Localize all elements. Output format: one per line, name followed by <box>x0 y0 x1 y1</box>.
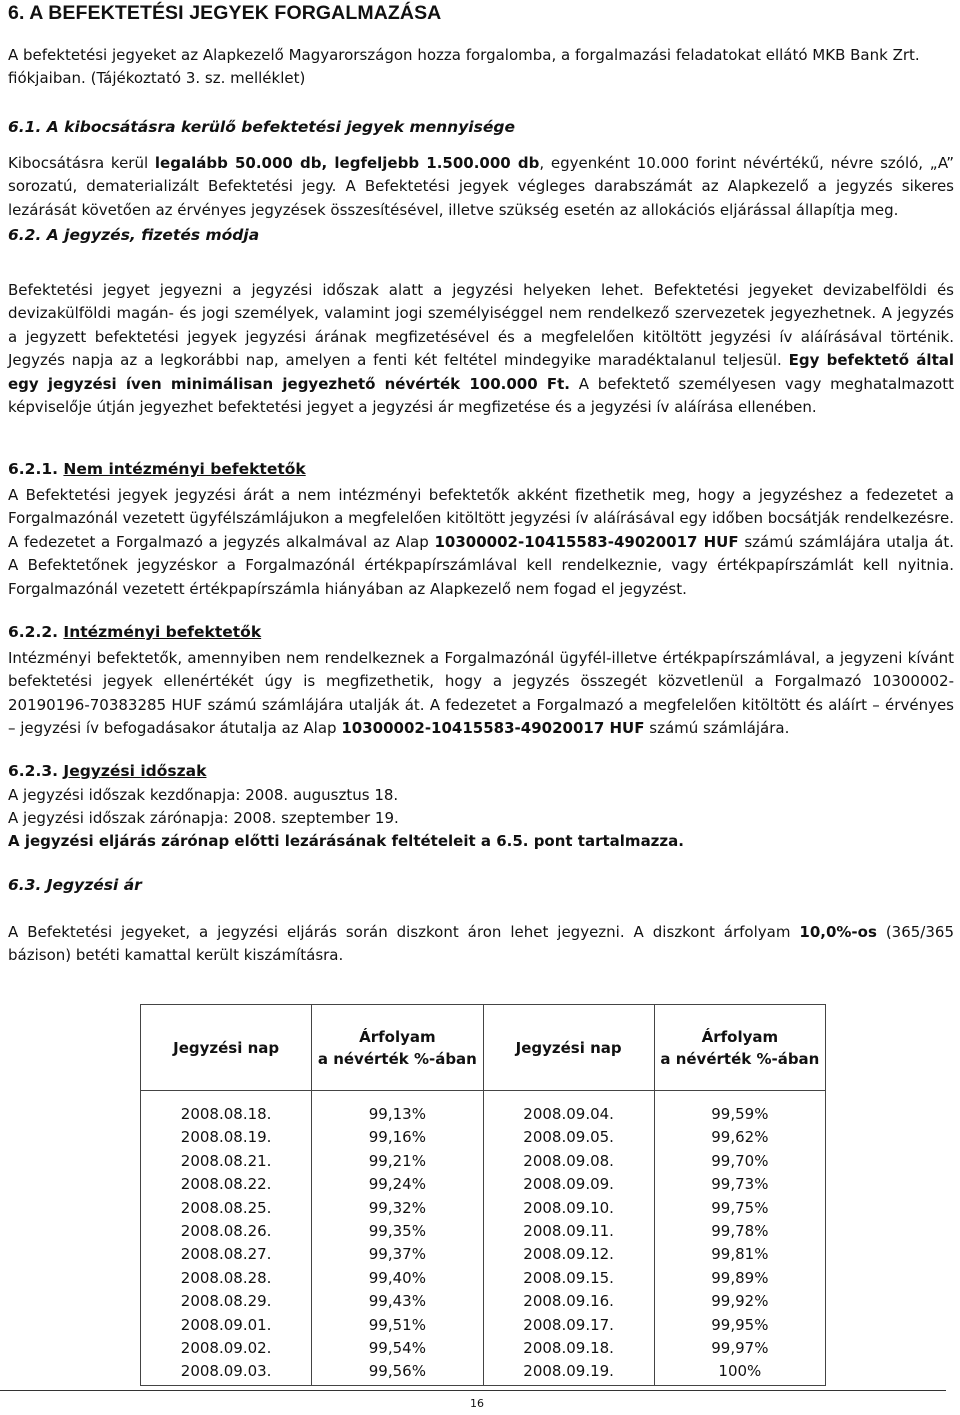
s61-bold-quantity: legalább 50.000 db, legfeljebb 1.500.000 db <box>154 154 540 172</box>
table-date-right: 2008.09.15. <box>523 1268 614 1287</box>
left-rates-cell <box>312 1091 483 1386</box>
header-rate-left <box>312 1005 483 1091</box>
header-rate-left-line1: Árfolyam <box>359 1027 436 1046</box>
s623-number: 6.2.3. <box>8 762 64 780</box>
table-rate-right: 99,89% <box>711 1268 769 1287</box>
table-rate-left: 99,54% <box>368 1339 426 1358</box>
s62-bold-minimum: Egy befektető által egy jegyzési íven minimálisan jegyezhető névérték 100.000 Ft. <box>8 351 955 393</box>
table-date-left: 2008.08.21. <box>180 1151 272 1170</box>
s622-title: Intézményi befektetők <box>63 623 262 641</box>
subscription-start-date: A jegyzési időszak kezdőnapja: 2008. augusztus 18. <box>8 786 399 804</box>
table-date-left: 2008.08.29. <box>180 1292 272 1311</box>
right-dates-cell <box>483 1091 654 1386</box>
s622-text-2: számú számlájára. <box>644 719 790 738</box>
table-rate-right: 99,92% <box>711 1292 769 1311</box>
section-6-1-heading: 6.1. A kibocsátásra kerülő befektetési jegyek mennyisége <box>8 118 515 136</box>
left-dates-cell <box>141 1091 312 1386</box>
s61-text-1: Kibocsátásra kerül <box>8 154 155 172</box>
s61-text-2: , egyenként 10.000 forint névértékű, névre szóló, „A” sorozatú, dematerializált Befektetési jegy. A Befektetési jegyek végleges darabszámát az Alapkezelő a jegyzés sikeres lezárását követően az érvényes jegyzések összesítésével, illetve szükség esetén az allokációs eljárással állapítja meg. <box>8 154 955 219</box>
table-rate-left: 99,40% <box>368 1268 426 1287</box>
table-date-right: 2008.09.08. <box>523 1151 614 1170</box>
section-6-3-paragraph <box>8 921 954 968</box>
page-title: 6. A BEFEKTETÉSI JEGYEK FORGALMAZÁSA <box>8 2 442 24</box>
section-6-2-1-heading <box>8 460 306 478</box>
table-rate-right: 99,59% <box>711 1105 769 1123</box>
s621-account-number: 10300002-10415583-49020017 HUF <box>434 532 739 551</box>
s622-number: 6.2.2. <box>8 623 64 641</box>
s62-text-2: A befektető személyesen vagy meghatalmazott képviselője útján jegyezhet befektetési jegyet a jegyzési ár megfizetése és a jegyzési ív aláírása ellenében. <box>8 374 954 417</box>
section-6-2-3-heading <box>8 762 206 780</box>
s621-text-2: számú számlájára utalja át. A Befektetőnek jegyzéskor a Forgalmazónál értékpapírszámlával kell rendelkeznie, vagy értékpapírszámlát kell nyitnia. Forgalmazónál vezetett értékpapírszámla hiányában az Alapkezelő nem fogad el jegyzést. <box>8 532 955 598</box>
table-date-left: 2008.08.25. <box>180 1198 272 1217</box>
table-rate-right: 99,97% <box>711 1339 769 1358</box>
table-date-left: 2008.09.03. <box>180 1362 272 1381</box>
table-rate-left: 99,56% <box>368 1362 426 1381</box>
early-close-note: A jegyzési eljárás zárónap előtti lezárásának feltételeit a 6.5. pont tartalmazza. <box>8 832 684 850</box>
table-rate-left: 99,21% <box>368 1151 426 1170</box>
section-6-2-heading: 6.2. A jegyzés, fizetés módja <box>8 226 260 244</box>
section-6-1-paragraph <box>8 152 954 222</box>
table-date-right: 2008.09.11. <box>523 1222 614 1241</box>
table-date-left: 2008.09.02. <box>180 1339 272 1358</box>
table-date-left: 2008.08.27. <box>180 1245 272 1264</box>
section-6-3-heading: 6.3. Jegyzési ár <box>8 876 142 894</box>
s623-title: Jegyzési időszak <box>63 762 207 780</box>
s622-text-1: Intézményi befektetők, amennyiben nem rendelkeznek a Forgalmazónál ügyfél-illetve értékpapírszámlával, a jegyzeni kívánt befektetési jegyek ellenértékét úgy is megfizethetik, hogy a jegyzés összegét közvetlenül a Forgalmazó 10300002-20190196-70383285 HUF számú számlájára utalják át. A fedezetet a Forgalmazó a megfelelően kitöltött és aláírt – érvényes – jegyzési ív befogadásakor átutalja az Alap <box>8 649 954 738</box>
table-rate-left: 99,16% <box>368 1128 426 1147</box>
header-date-left: Jegyzési nap <box>141 1005 312 1091</box>
section-6-2-paragraph <box>8 279 954 419</box>
table-rate-right: 99,62% <box>711 1128 769 1147</box>
intro-line-1: A befektetési jegyeket az Alapkezelő Magyarországon hozza forgalomba, a forgalmazási feladatokat ellátó MKB Bank Zrt. <box>8 46 920 64</box>
table-date-left: 2008.09.01. <box>180 1315 272 1334</box>
section-6-2-2-paragraph <box>8 647 954 741</box>
table-date-right: 2008.09.12. <box>523 1245 614 1264</box>
table-date-left: 2008.08.28. <box>180 1268 272 1287</box>
header-rate-right-line1: Árfolyam <box>701 1027 779 1046</box>
s622-account-number: 10300002-10415583-49020017 HUF <box>341 719 645 738</box>
table-date-right: 2008.09.05. <box>523 1128 614 1147</box>
table-date-right: 2008.09.19. <box>523 1362 614 1381</box>
table-date-right: 2008.09.16. <box>523 1292 614 1311</box>
table-rate-right: 100% <box>718 1362 762 1381</box>
s621-text-1: A Befektetési jegyek jegyzési árát a nem intézményi befektetők akként fizethetik meg, hogy a jegyzéshez a fedezetet a Forgalmazónál vezetett ügyfélszámlájukon a megfelelően kitöltött jegyzési ív aláírásával egy időben bocsátják rendelkezésre. A fedezetet a Forgalmazó a jegyzés alkalmával az Alap <box>8 486 954 551</box>
table-date-right: 2008.09.10. <box>523 1198 614 1217</box>
page-footer <box>0 1390 946 1410</box>
table-rate-left: 99,13% <box>368 1105 426 1123</box>
table-row <box>141 1091 826 1386</box>
table-rate-left: 99,35% <box>368 1222 426 1241</box>
table-date-right: 2008.09.17. <box>523 1315 614 1334</box>
table-rate-right: 99,95% <box>711 1315 769 1334</box>
table-rate-right: 99,70% <box>711 1151 769 1170</box>
s63-discount-rate: 10,0%-os <box>799 923 877 941</box>
price-table <box>140 1004 826 1382</box>
table-date-left: 2008.08.19. <box>180 1128 272 1147</box>
header-rate-right-line2: a névérték %-ában <box>660 1049 820 1068</box>
table-date-left: 2008.08.22. <box>180 1175 272 1194</box>
right-rates-cell <box>654 1091 825 1386</box>
table-date-left: 2008.08.18. <box>180 1105 272 1123</box>
subscription-end-date: A jegyzési időszak zárónapja: 2008. szeptember 19. <box>8 809 399 827</box>
s63-text-2: (365/365 bázison) betéti kamattal került kiszámításra. <box>8 923 954 965</box>
table-date-left: 2008.08.26. <box>180 1222 272 1241</box>
table-date-right: 2008.09.18. <box>523 1339 614 1358</box>
table-rate-right: 99,75% <box>711 1198 769 1217</box>
intro-paragraph <box>8 44 954 91</box>
table-rate-right: 99,81% <box>711 1245 769 1264</box>
table-rate-right: 99,73% <box>711 1175 769 1194</box>
s621-title: Nem intézményi befektetők <box>63 460 306 478</box>
header-date-right: Jegyzési nap <box>483 1005 654 1091</box>
table-rate-left: 99,37% <box>368 1245 426 1264</box>
s62-text-1: Befektetési jegyet jegyezni a jegyzési időszak alatt a jegyzési helyeken lehet. Befektetési jegyeket devizabelföldi és devizakülföldi magán- és jogi személyek, valamint jogi személyiséggel nem rendelkező szervezetek jegyezhetnek. A jegyzés a jegyzett befektetési jegyek jegyzési árának megfizetésével és a megfelelően kitöltött jegyzési ív aláírásával történik. Jegyzés napja az a legkorábbi nap, amelyen a fenti két feltétel mindegyike maradéktalanul teljesül. <box>8 281 954 370</box>
table-rate-left: 99,32% <box>368 1198 426 1217</box>
table-rate-right: 99,78% <box>711 1222 769 1241</box>
s621-number: 6.2.1. <box>8 460 64 478</box>
section-6-2-1-paragraph <box>8 484 954 601</box>
s63-text-1: A Befektetési jegyeket, a jegyzési eljárás során diszkont áron lehet jegyezni. A diszkont árfolyam <box>8 923 800 941</box>
header-rate-right <box>654 1005 825 1091</box>
table-rate-left: 99,24% <box>368 1175 426 1194</box>
section-6-2-2-heading <box>8 623 261 641</box>
table-rate-left: 99,51% <box>368 1315 426 1334</box>
header-rate-left-line2: a névérték %-ában <box>317 1049 477 1068</box>
intro-line-2: fiókjaiban. (Tájékoztató 3. sz. melléklet) <box>8 69 306 88</box>
table-header-row <box>141 1005 826 1091</box>
page-number: 16 <box>470 1397 484 1410</box>
table-rate-left: 99,43% <box>368 1292 426 1311</box>
table-date-right: 2008.09.09. <box>523 1175 614 1194</box>
table-date-right: 2008.09.04. <box>523 1105 614 1123</box>
